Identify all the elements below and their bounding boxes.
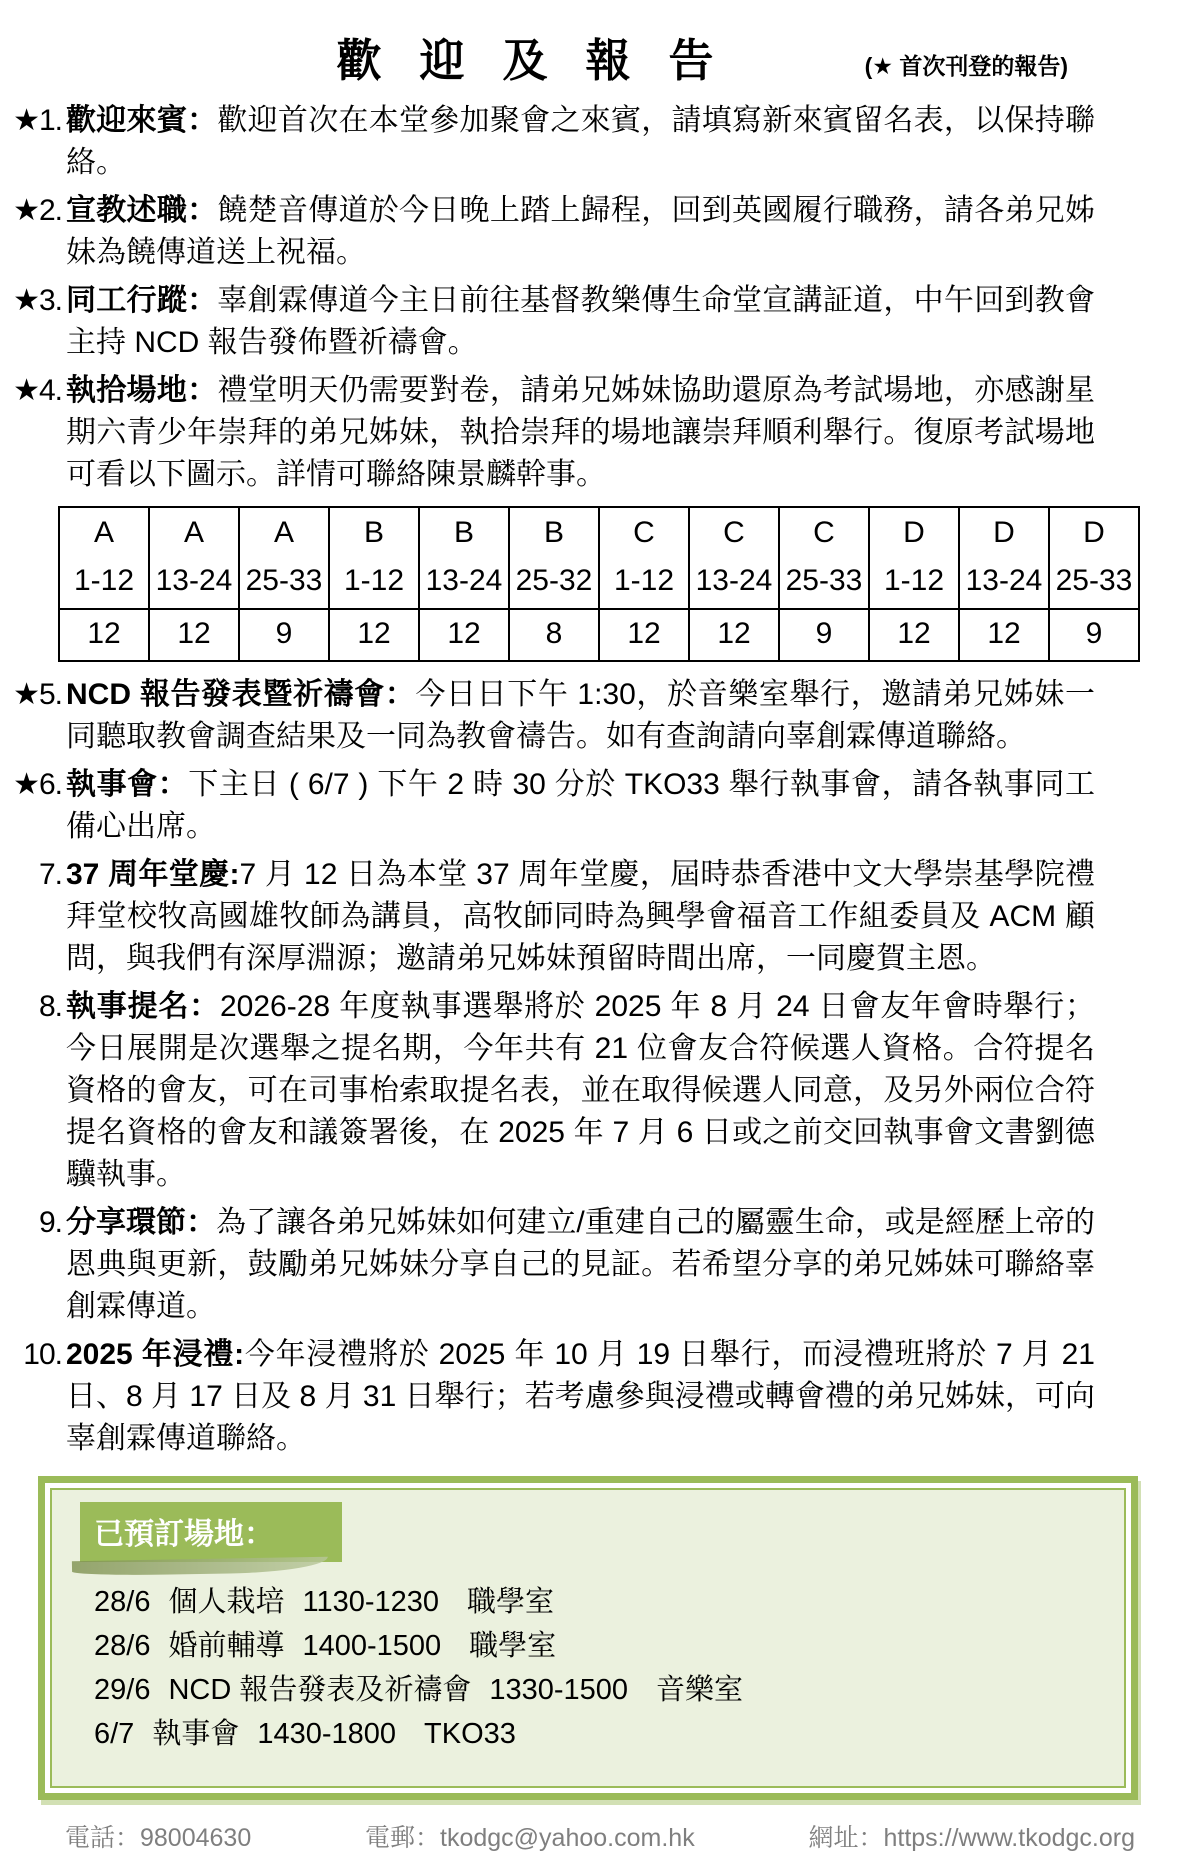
seat-range: 13-24 xyxy=(965,564,1043,597)
seat-count: 12 xyxy=(149,609,239,661)
booked-venues-box-inner xyxy=(50,1488,1126,1788)
item-label: 分享環節： xyxy=(66,1206,217,1239)
announcement-item xyxy=(10,986,1095,1196)
seat-group-cell xyxy=(329,507,419,609)
item-marker: 7. xyxy=(38,858,62,891)
seat-group-label: C xyxy=(633,516,655,549)
item-text: 饒楚音傳道於今日晚上踏上歸程，回到英國履行職務，請各弟兄姊妹為饒傳道送上祝福。 xyxy=(66,194,1096,269)
footer-phone: 電話：98004630 xyxy=(65,1824,252,1852)
seat-count: 12 xyxy=(959,609,1049,661)
seat-count: 9 xyxy=(779,609,869,661)
seat-group-label: D xyxy=(903,516,925,549)
item-marker: 9. xyxy=(38,1206,62,1239)
item-label: 執事會： xyxy=(66,768,189,801)
announcement-item xyxy=(10,190,1095,274)
item-text: 2026-28 年度執事選舉將於 2025 年 8 月 24 日會友年會時舉行；今日展開是次選舉之提名期，今年共有 21 位會友合符候選人資格。合符提名資格的會友，可在司事枱索取提名表，並在取得候選人同意，及另外兩位合符提名資格的會友和議簽署後，在 2025 年 7 月 6 日或之前交回執事會文書劉德驥執事。 xyxy=(66,990,1096,1191)
item-text: 下主日 ( 6/7 ) 下午 2 時 30 分於 TKO33 舉行執事會，請各執事同工備心出席。 xyxy=(66,768,1095,843)
seat-range: 1-12 xyxy=(343,564,405,597)
item-label: 執事提名： xyxy=(66,990,220,1023)
item-label: 宣教述職： xyxy=(66,194,218,227)
announcement-item xyxy=(10,854,1095,980)
page-title: 歡迎及報告 xyxy=(336,35,752,86)
seating-table-count-row xyxy=(59,609,1139,661)
seat-range: 1-12 xyxy=(613,564,675,597)
announcement-item xyxy=(10,370,1095,496)
announcement-list xyxy=(10,100,1133,1460)
item-text: 7 月 12 日為本堂 37 周年堂慶，屆時恭香港中文大學崇基學院禮拜堂校牧高國雄牧師為講員，高牧師同時為興學會福音工作組委員及 ACM 顧問，與我們有深厚淵源；邀請弟兄姊妹預留時間出席，一同慶賀主恩。 xyxy=(66,858,1095,975)
seat-group-cell xyxy=(149,507,239,609)
booking-event: 個人栽培 xyxy=(168,1586,285,1618)
seat-count: 12 xyxy=(419,609,509,661)
booking-list xyxy=(94,1588,1104,1749)
booking-date: 28/6 xyxy=(94,1630,151,1662)
seat-range: 1-12 xyxy=(883,564,945,597)
seat-count: 8 xyxy=(509,609,599,661)
item-label: 歡迎來賓： xyxy=(66,104,218,137)
item-text: 歡迎首次在本堂參加聚會之來賓，請填寫新來賓留名表，以保持聯絡。 xyxy=(66,104,1096,179)
footer-email: 電郵：tkodgc@yahoo.com.hk xyxy=(365,1824,695,1852)
item-marker: 10. xyxy=(23,1338,62,1371)
booking-row xyxy=(94,1632,1104,1661)
seat-range: 13-24 xyxy=(155,564,233,597)
booking-venue: 職學室 xyxy=(467,1586,555,1618)
item-text: 今日日下午 1:30，於音樂室舉行，邀請弟兄姊妹一同聽取教會調查結果及一同為教會禱告。如有查詢請向辜創霖傳道聯絡。 xyxy=(66,678,1095,753)
seat-group-cell xyxy=(689,507,779,609)
seat-group-label: B xyxy=(543,516,564,549)
seat-group-label: A xyxy=(183,516,204,549)
seat-range: 13-24 xyxy=(425,564,503,597)
seat-group-label: A xyxy=(273,516,294,549)
item-label: NCD 報告發表暨祈禱會： xyxy=(66,678,416,711)
seat-group-label: B xyxy=(453,516,474,549)
item-marker: ★6. xyxy=(13,768,62,801)
booking-venue: 職學室 xyxy=(469,1630,557,1662)
announcement-item xyxy=(10,280,1095,364)
announcement-item xyxy=(10,764,1095,848)
seat-range: 25-33 xyxy=(245,564,323,597)
booking-date: 28/6 xyxy=(94,1586,151,1618)
seating-table xyxy=(58,506,1140,662)
seat-group-cell xyxy=(59,507,149,609)
item-label: 37 周年堂慶: xyxy=(66,858,240,891)
item-text: 為了讓各弟兄姊妹如何建立/重建自己的屬靈生命，或是經歷上帝的恩典與更新，鼓勵弟兄姊妹分享自己的見証。若希望分享的弟兄姊妹可聯絡辜創霖傳道。 xyxy=(66,1206,1096,1323)
seat-group-cell xyxy=(959,507,1049,609)
seat-count: 12 xyxy=(869,609,959,661)
seat-group-cell xyxy=(419,507,509,609)
seat-count: 9 xyxy=(239,609,329,661)
booking-time: 1330-1500 xyxy=(489,1674,629,1706)
announcement-item xyxy=(10,1202,1095,1328)
item-marker: ★2. xyxy=(13,194,62,227)
announcement-item xyxy=(10,100,1095,184)
item-marker: 8. xyxy=(38,990,62,1023)
booking-time: 1400-1500 xyxy=(302,1630,442,1662)
first-publish-note: (★ 首次刊登的報告) xyxy=(864,53,1068,79)
seat-range: 13-24 xyxy=(695,564,773,597)
booking-date: 6/7 xyxy=(94,1718,135,1750)
seat-group-cell xyxy=(599,507,689,609)
item-text: 辜創霖傳道今主日前往基督教樂傳生命堂宣講証道，中午回到教會主持 NCD 報告發佈暨祈禱會。 xyxy=(66,284,1096,359)
seat-count: 12 xyxy=(599,609,689,661)
item-marker: ★3. xyxy=(13,284,62,317)
page-header xyxy=(0,0,1200,100)
seat-group-label: C xyxy=(723,516,745,549)
seat-group-label: C xyxy=(813,516,835,549)
seat-range: 25-33 xyxy=(1055,564,1133,597)
announcement-item xyxy=(10,674,1095,758)
seat-group-cell xyxy=(509,507,599,609)
seat-count: 12 xyxy=(59,609,149,661)
seat-group-cell xyxy=(1049,507,1139,609)
booking-event: NCD 報告發表及祈禱會 xyxy=(168,1674,472,1706)
seat-count: 12 xyxy=(329,609,419,661)
seat-group-cell xyxy=(869,507,959,609)
booked-venues-title: 已預訂場地： xyxy=(80,1502,342,1562)
seat-group-label: A xyxy=(93,516,114,549)
seat-group-label: B xyxy=(363,516,384,549)
booking-event: 婚前輔導 xyxy=(168,1630,285,1662)
seat-group-cell xyxy=(779,507,869,609)
seat-range: 25-33 xyxy=(785,564,863,597)
page-footer xyxy=(65,1818,1135,1854)
booking-row xyxy=(94,1676,1104,1705)
booking-date: 29/6 xyxy=(94,1674,151,1706)
item-marker: ★1. xyxy=(13,104,62,137)
item-text: 今年浸禮將於 2025 年 10 月 19 日舉行，而浸禮班將於 7 月 21 日、8 月 17 日及 8 月 31 日舉行；若考慮參與浸禮或轉會禮的弟兄姊妹，可向辜創霖傳道聯絡。 xyxy=(66,1338,1095,1455)
seating-table-header-row xyxy=(59,507,1139,609)
booked-venues-box xyxy=(38,1476,1138,1800)
item-label: 同工行蹤： xyxy=(66,284,218,317)
item-marker: ★5. xyxy=(13,678,62,711)
seat-group-label: D xyxy=(1083,516,1105,549)
footer-website: 網址：https://www.tkodgc.org xyxy=(808,1824,1135,1852)
item-label: 2025 年浸禮: xyxy=(66,1338,245,1371)
seat-group-cell xyxy=(239,507,329,609)
booking-time: 1130-1230 xyxy=(302,1586,440,1618)
announcement-item xyxy=(10,1334,1095,1460)
booking-event: 執事會 xyxy=(152,1718,240,1750)
item-label: 執拾場地： xyxy=(66,374,218,407)
seat-count: 12 xyxy=(689,609,779,661)
seat-range: 25-32 xyxy=(515,564,593,597)
seat-count: 9 xyxy=(1049,609,1139,661)
seat-group-label: D xyxy=(993,516,1015,549)
item-marker: ★4. xyxy=(13,374,62,407)
booking-venue: 音樂室 xyxy=(656,1674,744,1706)
item-text: 禮堂明天仍需要對卷，請弟兄姊妹協助還原為考試場地，亦感謝星期六青少年崇拜的弟兄姊妹，執拾崇拜的場地讓崇拜順利舉行。復原考試場地可看以下圖示。詳情可聯絡陳景麟幹事。 xyxy=(66,374,1096,491)
seat-range: 1-12 xyxy=(73,564,135,597)
booking-time: 1430-1800 xyxy=(257,1718,397,1750)
booking-venue: TKO33 xyxy=(424,1718,516,1750)
booking-row xyxy=(94,1588,1104,1617)
booking-row xyxy=(94,1720,1104,1749)
